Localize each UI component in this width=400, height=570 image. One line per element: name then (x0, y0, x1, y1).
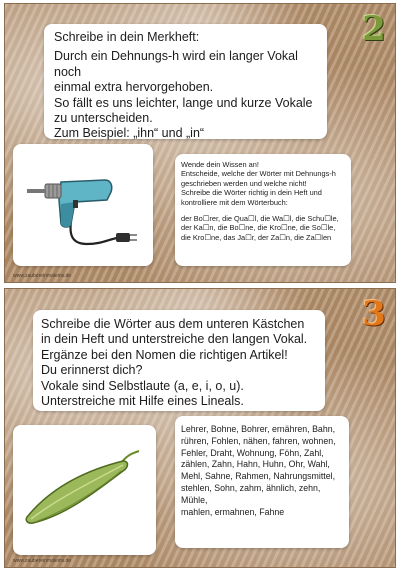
memo-line: zu unterscheiden. (54, 111, 153, 126)
instruction-line: Unterstreiche mit Hilfe eines Lineals. (41, 394, 244, 409)
word-list-line: Mehl, Sahne, Rahmen, Nahrungsmittel, (181, 471, 336, 482)
memo-box (44, 24, 327, 139)
memo-heading: Schreibe in dein Merkheft: (54, 30, 200, 44)
word-list-line: mahlen, ermahnen, Fahne (181, 506, 285, 517)
instruction-line: in dein Heft und unterstreiche den langen Vokal. (41, 332, 308, 347)
instruction-line: Ergänze bei den Nomen die richtigen Artikel! (41, 347, 288, 362)
footer-url: www.zaubereinmaleins.de (13, 273, 72, 279)
instruction-box (33, 310, 325, 411)
exercise-line: Schreibe die Wörter richtig in dein Heft und (181, 188, 322, 198)
footer-url: www.zaubereinmaleins.de (13, 558, 72, 564)
word-gap-line: die Kro☐ne, das Ja☐r, der Za☐n, die Za☐len (181, 232, 332, 242)
word-gap-line: der Ka☐n, die Bo☐ne, die Kro☐ne, die So☐le, (181, 223, 336, 233)
exercise-box (175, 154, 351, 266)
instruction-line: Schreibe die Wörter aus dem unteren Kästchen (41, 317, 305, 331)
memo-line: Zum Beispiel: „ihn“ und „in“ (54, 126, 205, 141)
instruction-line: Vokale sind Selbstlaute (a, e, i, o, u). (41, 378, 244, 393)
word-list-line: Lehrer, Bohne, Bohrer, ernähren, Bahn, (181, 424, 336, 434)
word-list-line: stehlen, Sohn, zahm, ähnlich, zehn, Mühle, (181, 482, 321, 505)
word-list-box (175, 416, 349, 548)
word-list-line: rühren, Fohlen, nähen, fahren, wohnen, (181, 435, 336, 446)
card-number-badge: 3 (362, 294, 386, 334)
drill-icon (13, 144, 153, 266)
exercise-line: kontrolliere mit dem Wörterbuch: (181, 197, 288, 207)
memo-line: einmal extra hervorgehoben. (54, 80, 214, 95)
exercise-line: Wende dein Wissen an! (181, 160, 259, 169)
task-card-3 (4, 288, 396, 568)
task-card-2 (4, 3, 396, 283)
exercise-line: Entscheide, welche der Wörter mit Dehnungs-h (181, 169, 336, 179)
exercise-line: geschrieben werden und welche nicht! (181, 178, 307, 188)
word-gap-line: der Bo☐rer, die Qua☐l, die Wa☐l, die Schu☐le, (181, 214, 339, 224)
pea-pod-icon (13, 425, 156, 555)
memo-line: So fällt es uns leichter, lange und kurze Vokale (54, 95, 313, 110)
memo-line: Durch ein Dehnungs-h wird ein langer Vokal noch (54, 49, 298, 79)
card-number-badge: 2 (362, 9, 386, 49)
word-list-line: zählen, Zahn, Hahn, Huhn, Ohr, Wahl, (181, 459, 330, 470)
drill-illustration-box (13, 144, 153, 266)
pea-illustration-box (13, 425, 156, 555)
word-list-line: Fehler, Draht, Wohnung, Föhn, Zahl, (181, 447, 324, 458)
instruction-line: Du erinnerst dich? (41, 363, 143, 378)
